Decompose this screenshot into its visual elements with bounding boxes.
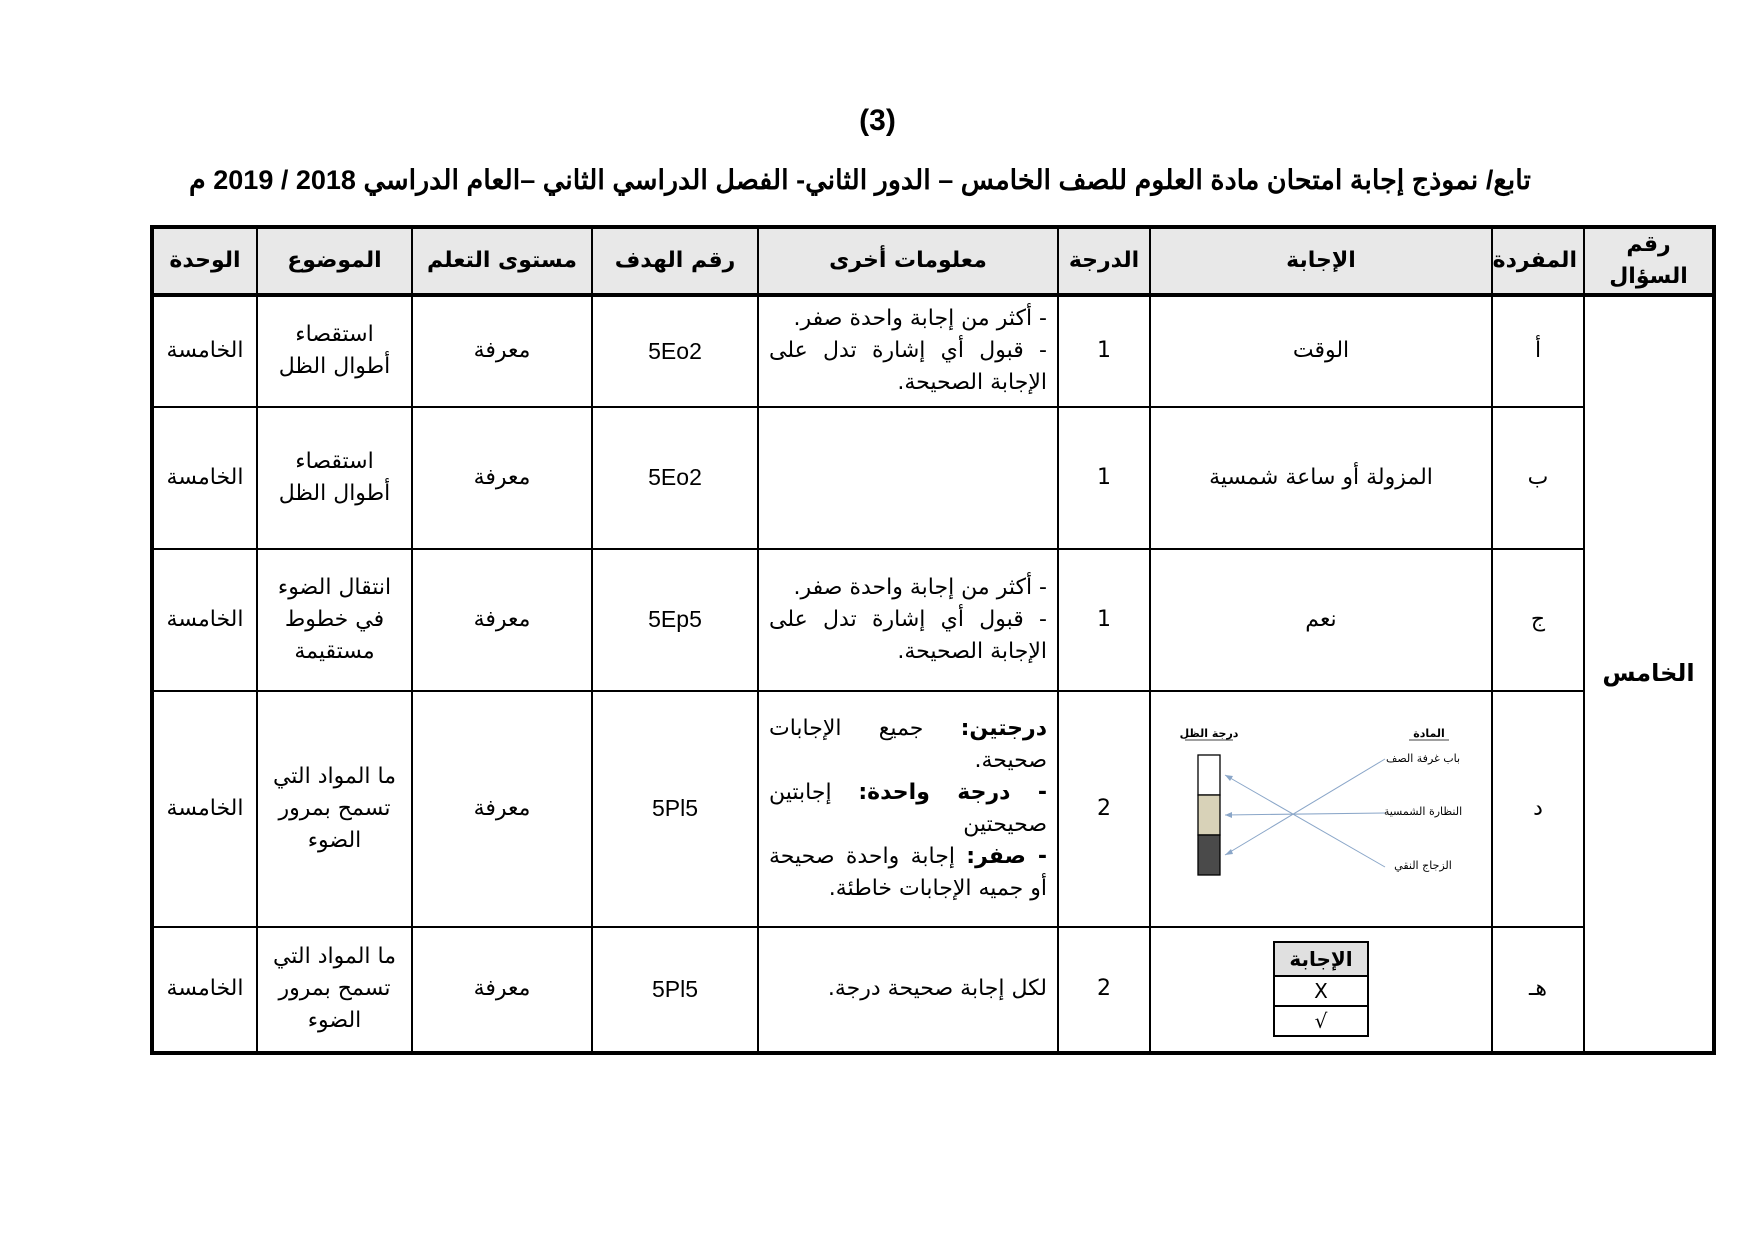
unit-cell: الخامسة <box>152 927 257 1053</box>
material-label: الزجاج النقي <box>1394 858 1452 872</box>
note-text: إجابة واحدة صحيحة أو جميه الإجابات خاطئة. <box>769 843 1047 901</box>
note-bold: - صفر: <box>966 843 1047 869</box>
mini-table-value: √ <box>1274 1006 1368 1036</box>
note-bold: درجتين: <box>960 716 1047 742</box>
answer-diagram-cell <box>1150 691 1492 927</box>
topic-line: مستقيمة <box>294 638 375 664</box>
answer-mini-table <box>1273 941 1369 1037</box>
level-cell: معرفة <box>412 295 592 407</box>
goal-cell: 5Ep5 <box>592 549 758 691</box>
table-row <box>152 295 1714 407</box>
shadow-header-label: درجة الظل <box>1179 726 1239 740</box>
notes-cell <box>758 691 1058 927</box>
header-score: الدرجة <box>1058 227 1150 295</box>
topic-line: أطوال الظل <box>278 354 391 380</box>
note-line: - قبول أي إشارة تدل على الإجابة الصحيحة. <box>769 606 1047 664</box>
table-row <box>152 691 1714 927</box>
material-label: باب غرفة الصف <box>1385 751 1461 765</box>
note-line: - أكثر من إجابة واحدة صفر. <box>793 306 1047 332</box>
topic-cell <box>257 295 412 407</box>
goal-cell: 5Eo2 <box>592 407 758 549</box>
answer-cell <box>1150 927 1492 1053</box>
answer-key-table <box>150 225 1716 1055</box>
match-line <box>1225 759 1385 855</box>
item-cell: ج <box>1492 549 1584 691</box>
topic-line: في خطوط <box>284 606 385 632</box>
level-cell: معرفة <box>412 691 592 927</box>
arrowhead <box>1225 775 1233 781</box>
mini-table-value: X <box>1274 976 1368 1006</box>
page-title: تابع/ نموذج إجابة امتحان مادة العلوم للصف الخامس – الدور الثاني- الفصل الدراسي الثاني –العام الدراسي 2018 / 2019 م <box>189 165 1531 195</box>
topic-line: تسمح بمرور <box>278 976 391 1002</box>
note-bold: - درجة واحدة: <box>858 779 1047 805</box>
match-line <box>1225 775 1385 867</box>
mini-table-header: الإجابة <box>1274 942 1368 976</box>
answer-cell: المزولة أو ساعة شمسية <box>1150 407 1492 549</box>
table-row <box>152 549 1714 691</box>
notes-cell <box>758 549 1058 691</box>
material-label: النظارة الشمسية <box>1383 804 1463 818</box>
notes-cell <box>758 407 1058 549</box>
topic-line: الضوء <box>307 827 362 853</box>
header-learning-level: مستوى التعلم <box>412 227 592 295</box>
topic-line: ما المواد التي <box>272 944 397 970</box>
header-goal-no: رقم الهدف <box>592 227 758 295</box>
item-cell: ب <box>1492 407 1584 549</box>
topic-line: تسمح بمرور <box>278 795 391 821</box>
topic-line: الضوء <box>307 1008 362 1034</box>
arrowhead <box>1225 849 1233 855</box>
topic-line: استقصاء <box>295 448 374 474</box>
notes-cell <box>758 927 1058 1053</box>
table-row <box>152 407 1714 549</box>
note-text: جميع الإجابات صحيحة. <box>769 716 1047 773</box>
topic-line: انتقال الضوء <box>277 574 392 600</box>
table-row <box>152 927 1714 1053</box>
note-line <box>769 777 1047 841</box>
score-cell: 1 <box>1058 549 1150 691</box>
shadow-level-dark <box>1198 835 1220 875</box>
match-line <box>1225 813 1385 815</box>
item-cell: هـ <box>1492 927 1584 1053</box>
topic-line: أطوال الظل <box>278 480 391 506</box>
material-header-label: المادة <box>1413 726 1445 740</box>
topic-line: ما المواد التي <box>272 763 397 789</box>
arrowhead <box>1225 812 1232 818</box>
shadow-level-light <box>1198 755 1220 795</box>
item-cell: د <box>1492 691 1584 927</box>
note-line <box>769 841 1047 905</box>
topic-cell <box>257 549 412 691</box>
matching-diagram-svg <box>1171 719 1471 899</box>
score-cell: 2 <box>1058 691 1150 927</box>
header-question-no: رقم السؤال <box>1584 227 1714 295</box>
level-cell: معرفة <box>412 549 592 691</box>
unit-cell: الخامسة <box>152 549 257 691</box>
note-line: لكل إجابة صحيحة درجة. <box>827 976 1047 1002</box>
notes-cell <box>758 295 1058 407</box>
header-unit: الوحدة <box>152 227 257 295</box>
shadow-level-medium <box>1198 795 1220 835</box>
note-text: إجابتين صحيحتين <box>769 779 1047 837</box>
score-cell: 1 <box>1058 407 1150 549</box>
header-item: المفردة <box>1492 227 1584 295</box>
note-line: - أكثر من إجابة واحدة صفر. <box>793 574 1047 600</box>
question-number-cell: الخامس <box>1584 295 1714 1053</box>
unit-cell: الخامسة <box>152 407 257 549</box>
goal-cell: 5Pl5 <box>592 691 758 927</box>
unit-cell: الخامسة <box>152 691 257 927</box>
note-line: - قبول أي إشارة تدل على الإجابة الصحيحة. <box>769 338 1047 396</box>
answer-cell: نعم <box>1150 549 1492 691</box>
topic-line: استقصاء <box>295 322 374 348</box>
level-cell: معرفة <box>412 407 592 549</box>
unit-cell: الخامسة <box>152 295 257 407</box>
answer-cell: الوقت <box>1150 295 1492 407</box>
score-cell: 1 <box>1058 295 1150 407</box>
header-answer: الإجابة <box>1150 227 1492 295</box>
goal-cell: 5Pl5 <box>592 927 758 1053</box>
table-header-row <box>152 227 1714 295</box>
page-number: (3) <box>859 104 896 137</box>
matching-diagram <box>1155 719 1487 899</box>
item-cell: أ <box>1492 295 1584 407</box>
topic-cell <box>257 407 412 549</box>
topic-cell <box>257 691 412 927</box>
note-line <box>769 713 1047 777</box>
goal-cell: 5Eo2 <box>592 295 758 407</box>
topic-cell <box>257 927 412 1053</box>
level-cell: معرفة <box>412 927 592 1053</box>
header-topic: الموضوع <box>257 227 412 295</box>
header-other-info: معلومات أخرى <box>758 227 1058 295</box>
score-cell: 2 <box>1058 927 1150 1053</box>
